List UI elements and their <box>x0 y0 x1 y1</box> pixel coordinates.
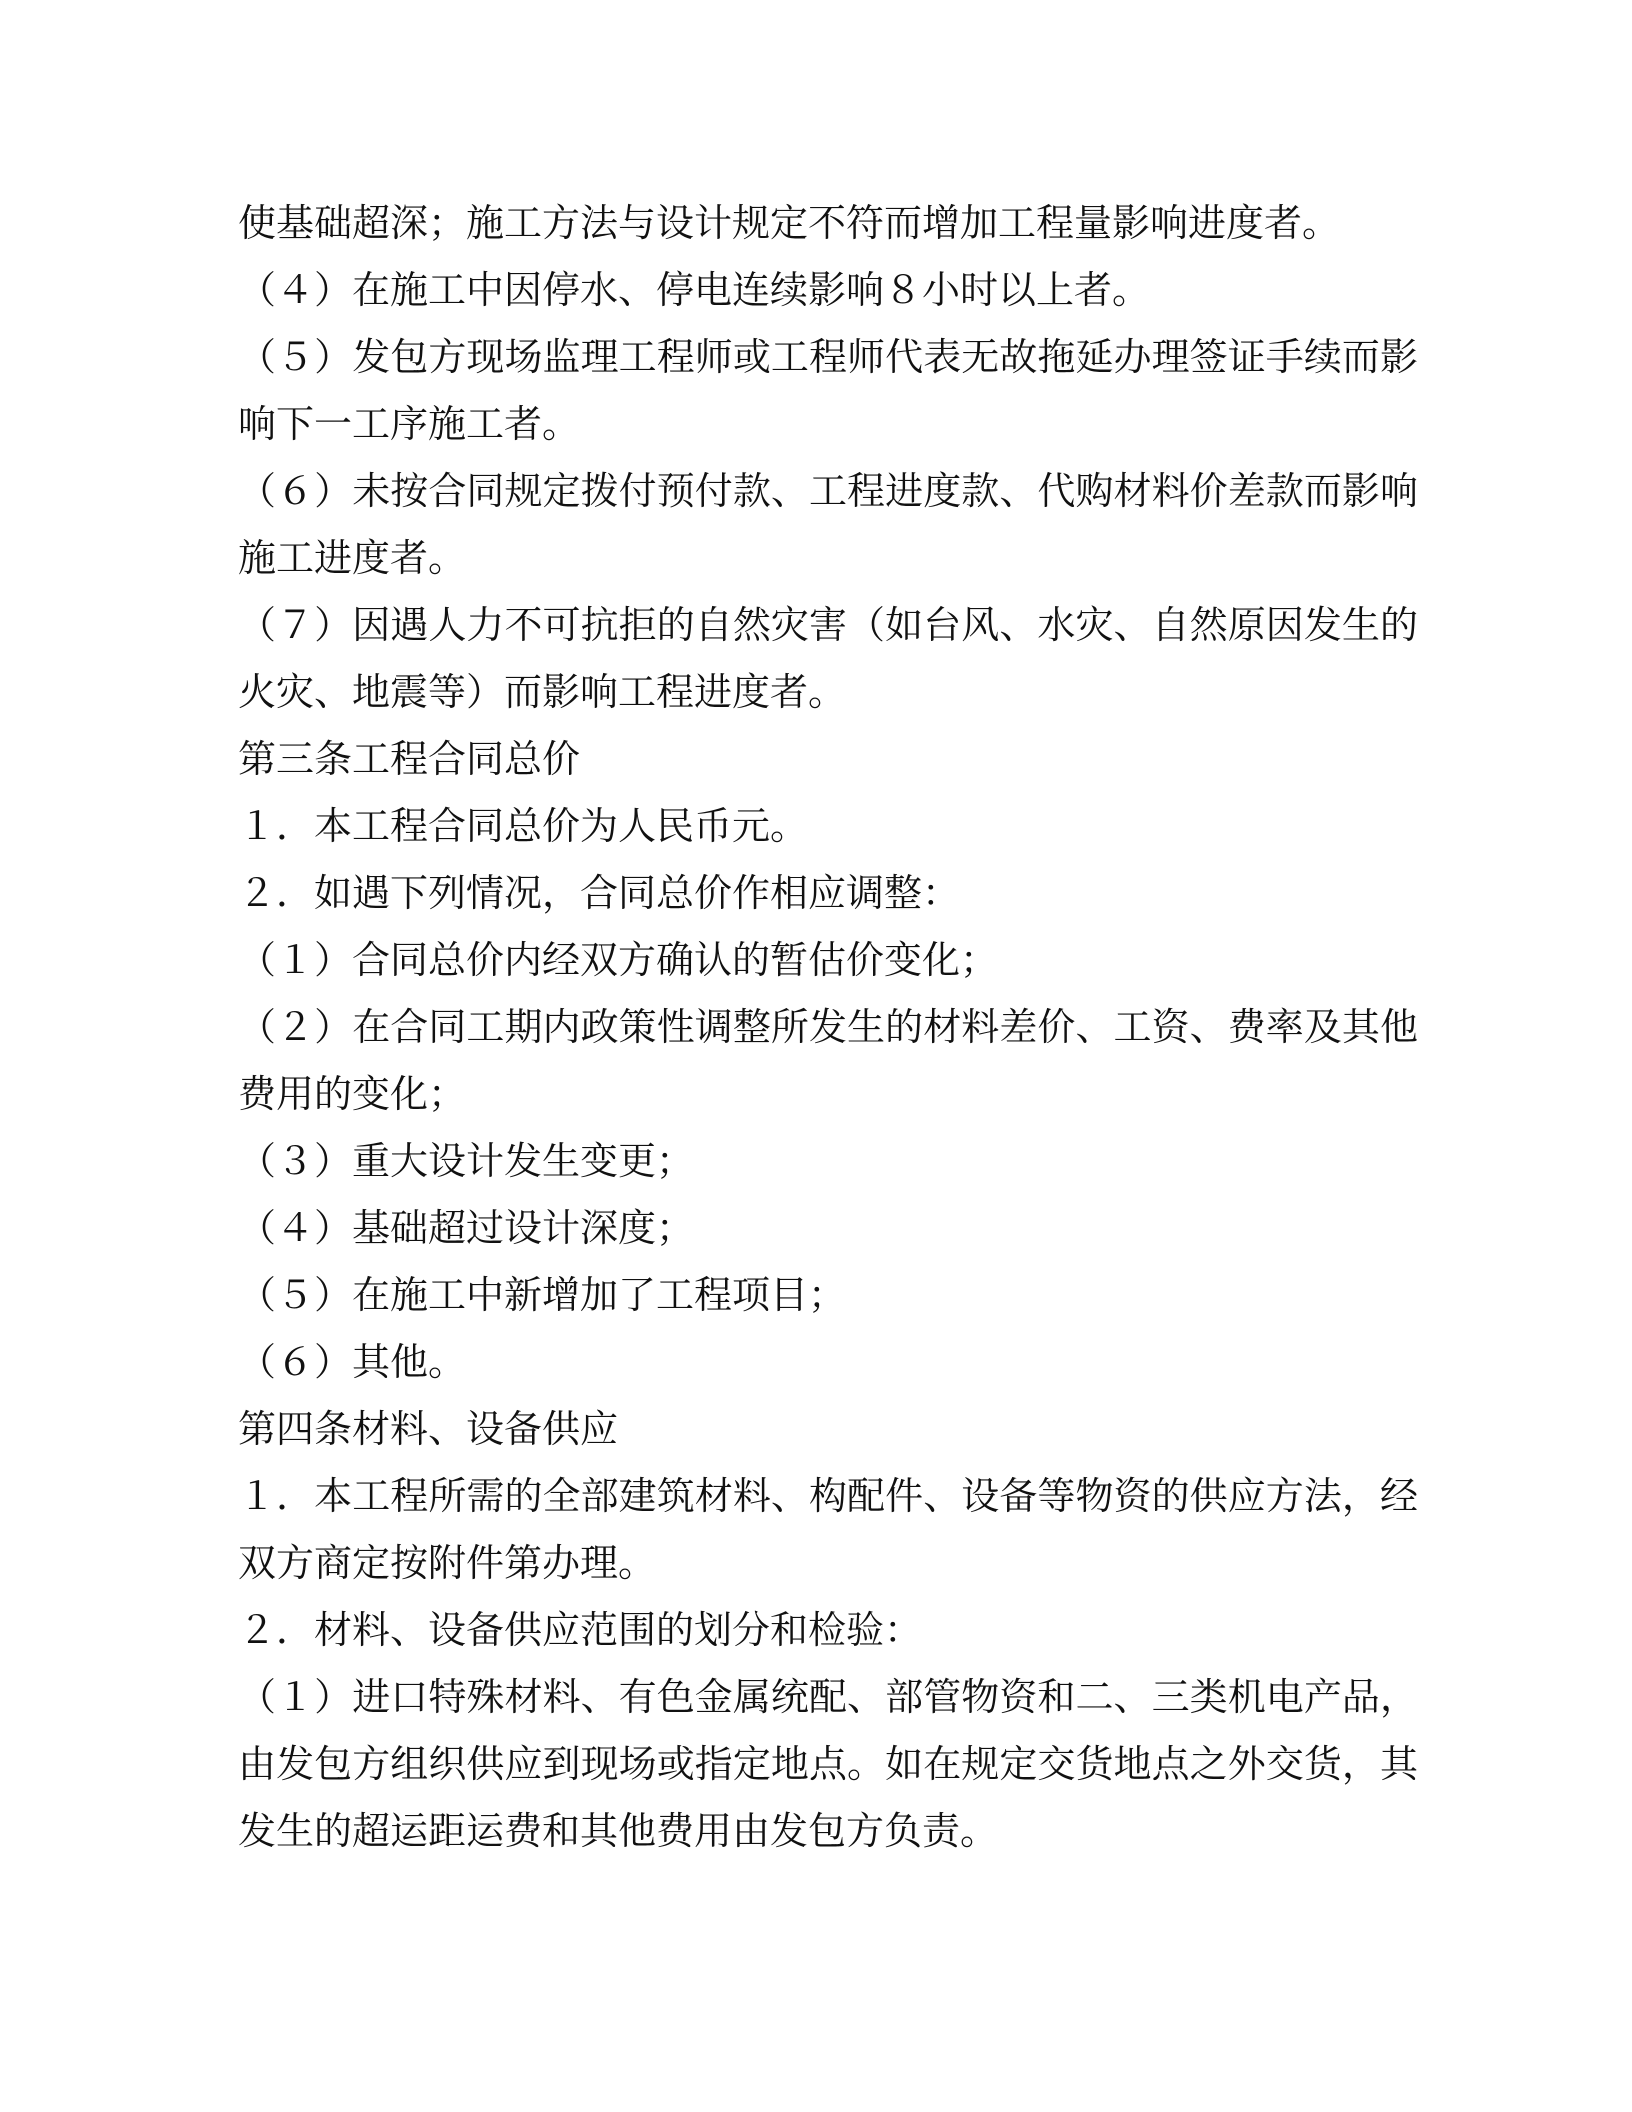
text-line-16: （４）基础超过设计深度； <box>238 1206 695 1250</box>
text-line-1: 使基础超深；施工方法与设计规定不符而增加工程量影响进度者。 <box>238 201 1341 245</box>
text-line-17: （５）在施工中新增加了工程项目； <box>238 1273 847 1317</box>
text-line-12: （１）合同总价内经双方确认的暂估价变化； <box>238 938 999 982</box>
text-line-18: （６）其他。 <box>238 1340 467 1384</box>
text-line-20: １．本工程所需的全部建筑材料、构配件、设备等物资的供应方法，经 <box>238 1474 1418 1518</box>
text-line-2: （４）在施工中因停水、停电连续影响８小时以上者。 <box>238 268 1151 312</box>
section-heading-3: 第三条工程合同总价 <box>238 737 581 781</box>
text-line-13: （２）在合同工期内政策性调整所发生的材料差价、工资、费率及其他 <box>238 1005 1418 1049</box>
text-line-4: 响下一工序施工者。 <box>238 402 581 446</box>
text-line-23: （１）进口特殊材料、有色金属统配、部管物资和二、三类机电产品， <box>238 1675 1418 1719</box>
text-line-8: 火灾、地震等）而影响工程进度者。 <box>238 670 847 714</box>
text-line-10: １．本工程合同总价为人民币元。 <box>238 804 809 848</box>
text-line-25: 发生的超运距运费和其他费用由发包方负责。 <box>238 1809 999 1853</box>
text-line-6: 施工进度者。 <box>238 536 467 580</box>
text-line-11: ２．如遇下列情况，合同总价作相应调整： <box>238 871 961 915</box>
text-line-14: 费用的变化； <box>238 1072 467 1116</box>
text-line-7: （７）因遇人力不可抗拒的自然灾害（如台风、水灾、自然原因发生的 <box>238 603 1418 647</box>
text-line-21: 双方商定按附件第办理。 <box>238 1541 657 1585</box>
text-line-24: 由发包方组织供应到现场或指定地点。如在规定交货地点之外交货，其 <box>238 1742 1418 1786</box>
text-line-3: （５）发包方现场监理工程师或工程师代表无故拖延办理签证手续而影 <box>238 335 1418 379</box>
text-line-5: （６）未按合同规定拨付预付款、工程进度款、代购材料价差款而影响 <box>238 469 1418 513</box>
section-heading-4: 第四条材料、设备供应 <box>238 1407 619 1451</box>
document-body <box>238 190 1418 1865</box>
text-line-15: （３）重大设计发生变更； <box>238 1139 695 1183</box>
text-line-22: ２．材料、设备供应范围的划分和检验： <box>238 1608 923 1652</box>
